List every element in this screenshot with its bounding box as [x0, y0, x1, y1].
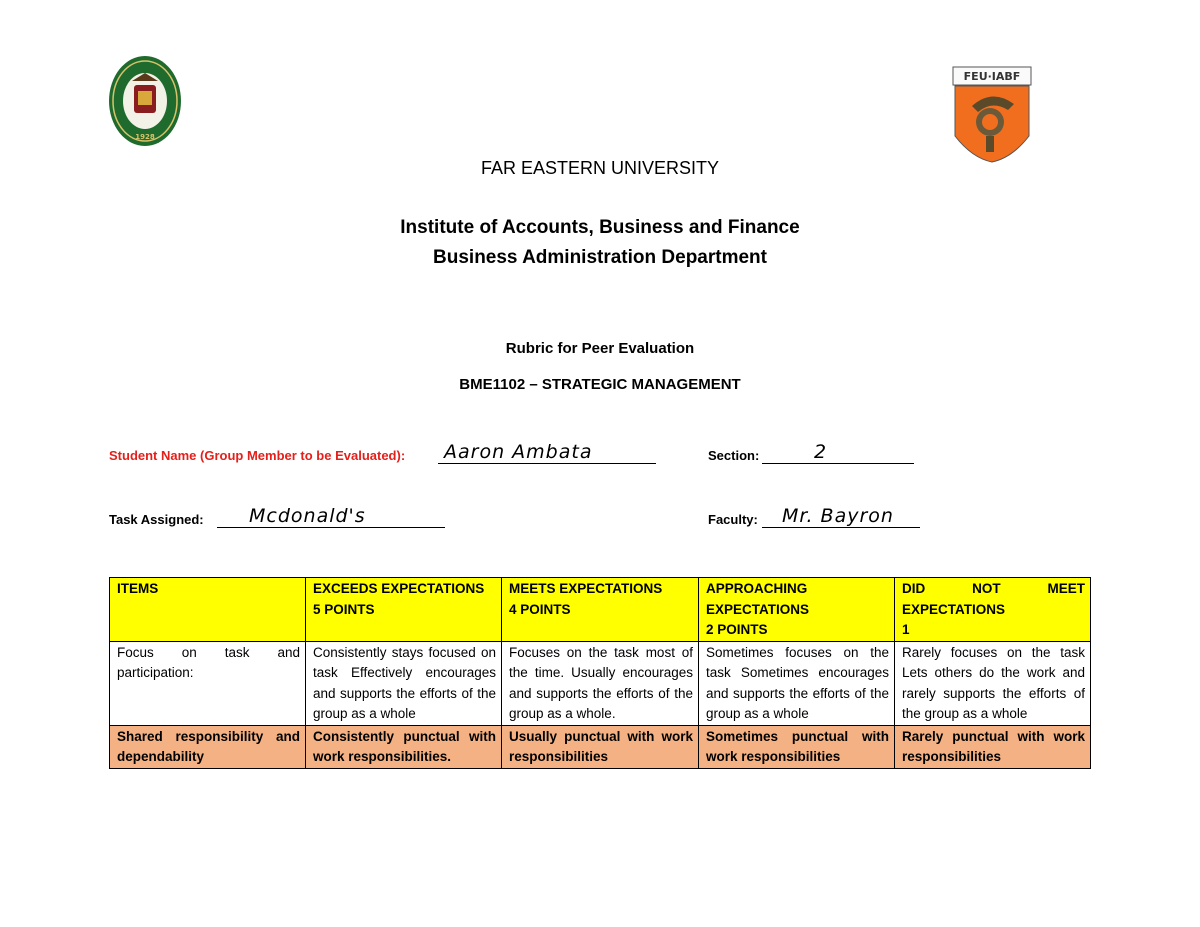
seal-year: 1928 — [135, 133, 155, 141]
faculty-field[interactable] — [762, 505, 920, 528]
task-assigned-field[interactable] — [217, 505, 445, 528]
task-assigned-label: Task Assigned: — [109, 512, 204, 527]
faculty-value: Mr. Bayron — [782, 505, 894, 527]
student-name-field[interactable] — [438, 441, 656, 464]
cell-approaching: Sometimes punctual with work responsibilities — [699, 725, 895, 768]
department-name: Business Administration Department — [433, 247, 767, 268]
rubric-header-row — [110, 578, 1091, 642]
course-title: BME1102 – STRATEGIC MANAGEMENT — [459, 376, 741, 393]
feu-seal-logo — [108, 55, 182, 147]
header-exceeds: EXCEEDS EXPECTATIONS 5 POINTS — [306, 578, 502, 642]
university-name: FAR EASTERN UNIVERSITY — [480, 158, 720, 178]
cell-approaching: Sometimes focuses on the task Sometimes encourages and supports the efforts of the group as a whole — [699, 641, 895, 725]
student-name-label: Student Name (Group Member to be Evaluated): — [109, 448, 406, 463]
section-field[interactable] — [762, 441, 914, 464]
iabf-logo-label: FEU·IABF — [963, 70, 1021, 83]
task-assigned-value: Mcdonald's — [249, 505, 366, 527]
cell-did-not-meet: Rarely punctual with work responsibilities — [895, 725, 1091, 768]
table-row — [110, 725, 1091, 768]
header-did-not-meet: DID NOT MEET EXPECTATIONS 1 — [895, 578, 1091, 642]
cell-meets: Focuses on the task most of the time. Usually encourages and supports the efforts of the group as a whole. — [502, 641, 699, 725]
cell-exceeds: Consistently punctual with work responsibilities. — [306, 725, 502, 768]
section-value: 2 — [814, 441, 828, 463]
table-row — [110, 641, 1091, 725]
row-item-label: Focus on task and participation: — [110, 641, 306, 725]
cell-exceeds: Consistently stays focused on task Effectively encourages and supports the efforts of the group as a whole — [306, 641, 502, 725]
cell-did-not-meet: Rarely focuses on the task Lets others do the work and rarely supports the efforts of the group as a whole — [895, 641, 1091, 725]
institute-name: Institute of Accounts, Business and Finance — [400, 217, 800, 238]
header-meets: MEETS EXPECTATIONS 4 POINTS — [502, 578, 699, 642]
section-label: Section: — [708, 448, 760, 463]
faculty-label: Faculty: — [708, 512, 758, 527]
cell-meets: Usually punctual with work responsibilities — [502, 725, 699, 768]
header-approaching: APPROACHING EXPECTATIONS 2 POINTS — [699, 578, 895, 642]
feu-iabf-logo — [952, 66, 1032, 164]
rubric-title: Rubric for Peer Evaluation — [505, 340, 695, 357]
header-items: ITEMS — [110, 578, 306, 642]
student-name-value: Aaron Ambata — [444, 441, 593, 463]
rubric-table — [109, 577, 1091, 769]
row-item-label: Shared responsibility and dependability — [110, 725, 306, 768]
